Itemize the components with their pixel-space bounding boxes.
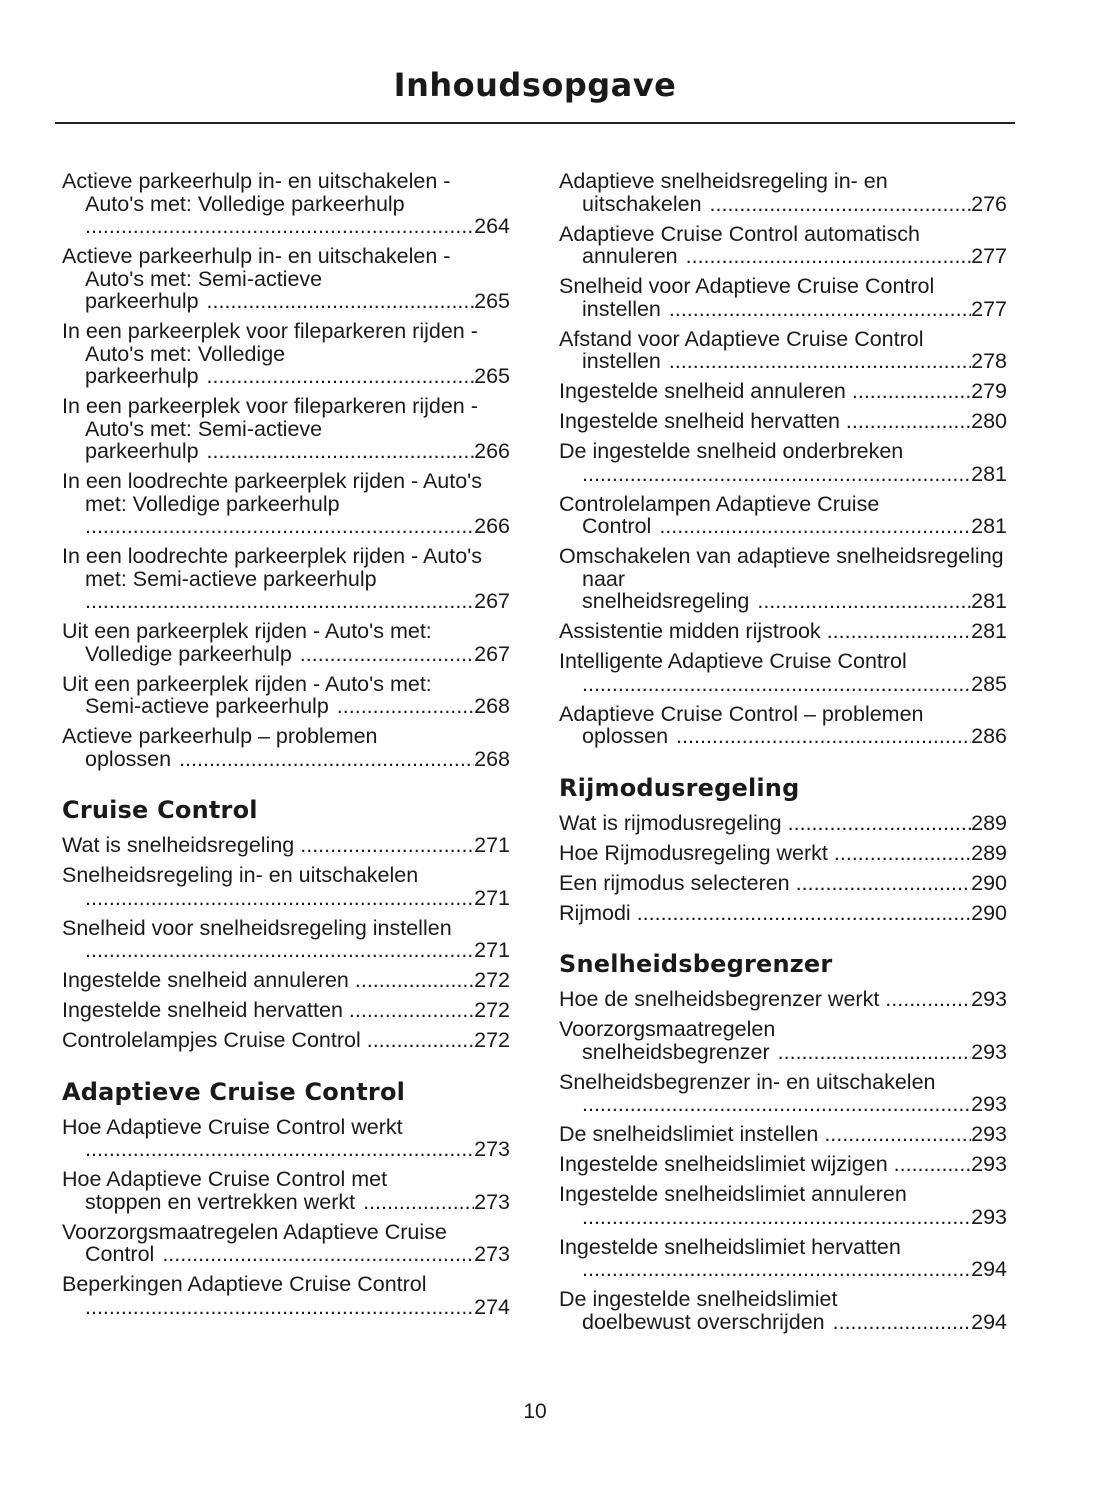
toc-entry-title: De ingestelde snelheidslimiet bbox=[559, 1287, 838, 1311]
dot-leader bbox=[207, 290, 475, 313]
dot-leader bbox=[179, 748, 474, 771]
dot-leader bbox=[637, 902, 971, 925]
toc-entry-title: Omschakelen van adaptieve snelheidsregeling naar bbox=[559, 544, 1004, 591]
toc-page-number: 267 bbox=[474, 589, 510, 613]
toc-entry-title-cont: annuleren bbox=[582, 244, 678, 268]
dot-leader bbox=[582, 673, 971, 696]
toc-entry-title: Voorzorgsmaatregelen bbox=[559, 1017, 776, 1041]
dot-leader bbox=[833, 1311, 972, 1334]
toc-entry-title: Rijmodi bbox=[559, 900, 631, 925]
dot-leader bbox=[85, 590, 474, 613]
toc-entry-title: Ingestelde snelheid hervatten bbox=[559, 409, 840, 433]
toc-entry[interactable] bbox=[559, 410, 1007, 433]
toc-entry[interactable] bbox=[559, 1153, 1007, 1176]
toc-entry[interactable] bbox=[559, 842, 1007, 865]
toc-entry-title: Controlelampen Adaptieve Cruise bbox=[559, 491, 880, 516]
toc-entry[interactable] bbox=[559, 1288, 1007, 1333]
dot-leader bbox=[669, 350, 971, 373]
dot-leader bbox=[85, 215, 474, 238]
dot-leader bbox=[778, 1041, 971, 1064]
toc-entry-title: Voorzorgsmaatregelen Adaptieve Cruise bbox=[62, 1219, 447, 1244]
toc-page-number: 274 bbox=[474, 1294, 510, 1319]
dot-leader bbox=[824, 1123, 971, 1146]
toc-entry-title: Wat is rijmodusregeling bbox=[559, 810, 782, 835]
toc-page-number: 289 bbox=[971, 810, 1007, 835]
toc-entry[interactable] bbox=[559, 620, 1007, 643]
toc-entry-title-cont: Volledige parkeerhulp bbox=[85, 641, 292, 666]
toc-left-column bbox=[62, 170, 510, 1326]
toc-page-number: 280 bbox=[971, 409, 1007, 433]
toc-page-number: 293 bbox=[971, 1092, 1007, 1116]
toc-entry-title: In een loodrechte parkeerplek rijden - Auto's met: Volledige parkeerhulp bbox=[62, 469, 483, 516]
toc-entry-title: Afstand voor Adaptieve Cruise Control bbox=[559, 326, 924, 351]
toc-entry-title: Ingestelde snelheid annuleren bbox=[559, 379, 846, 403]
dot-leader bbox=[85, 1296, 474, 1319]
dot-leader bbox=[85, 939, 474, 962]
toc-entry-title: De ingestelde snelheid onderbreken bbox=[559, 439, 904, 463]
toc-entry[interactable] bbox=[62, 545, 510, 613]
toc-entry[interactable] bbox=[559, 223, 1007, 268]
dot-leader bbox=[582, 463, 971, 486]
toc-entry[interactable] bbox=[559, 1123, 1007, 1146]
dot-leader bbox=[757, 590, 971, 613]
toc-entry-title-cont: doelbewust overschrijden bbox=[582, 1309, 825, 1334]
toc-entry-title: Intelligente Adaptieve Cruise Control bbox=[559, 649, 907, 673]
toc-entry-title: Controlelampjes Cruise Control bbox=[62, 1028, 361, 1052]
toc-entry[interactable] bbox=[559, 902, 1007, 925]
toc-page-number: 290 bbox=[971, 900, 1007, 925]
dot-leader bbox=[85, 515, 474, 538]
toc-entry[interactable] bbox=[62, 864, 510, 909]
dot-leader bbox=[852, 380, 971, 403]
toc-entry-title: In een parkeerplek voor fileparkeren rijden - Auto's met: Volledige bbox=[62, 319, 478, 366]
toc-page-number: 293 bbox=[971, 1039, 1007, 1064]
toc-entry[interactable] bbox=[559, 170, 1007, 215]
toc-entry-title: Uit een parkeerplek rijden - Auto's met: bbox=[62, 671, 432, 696]
toc-entry[interactable] bbox=[62, 620, 510, 665]
toc-page-number: 293 bbox=[971, 987, 1007, 1011]
toc-page-number: 277 bbox=[971, 244, 1007, 268]
dot-leader bbox=[659, 515, 971, 538]
toc-entry[interactable] bbox=[559, 872, 1007, 895]
toc-page-number: 277 bbox=[971, 296, 1007, 321]
page-title: Inhoudsopgave bbox=[393, 66, 677, 104]
dot-leader bbox=[582, 1206, 971, 1229]
toc-entry[interactable] bbox=[62, 170, 510, 238]
toc-page-number: 266 bbox=[474, 439, 510, 463]
toc-page-number: 272 bbox=[474, 968, 510, 992]
toc-page-number: 293 bbox=[971, 1152, 1007, 1176]
dot-leader bbox=[686, 245, 971, 268]
toc-entry-title-cont: Control bbox=[582, 514, 652, 538]
toc-entry[interactable] bbox=[559, 493, 1007, 538]
toc-entry[interactable] bbox=[559, 1018, 1007, 1063]
toc-entry-title: Adaptieve Cruise Control automatisch bbox=[559, 221, 920, 246]
toc-page-number: 268 bbox=[474, 746, 510, 771]
toc-entry-title: Ingestelde snelheid hervatten bbox=[62, 998, 343, 1022]
toc-entry[interactable] bbox=[62, 917, 510, 962]
toc-entry-title-cont: parkeerhulp bbox=[85, 289, 199, 313]
toc-entry[interactable] bbox=[62, 320, 510, 388]
toc-entry[interactable] bbox=[559, 1183, 1007, 1228]
toc-page-number: 268 bbox=[474, 694, 510, 718]
toc-entry[interactable] bbox=[559, 650, 1007, 695]
toc-page-number: 266 bbox=[474, 514, 510, 538]
toc-entry[interactable] bbox=[62, 470, 510, 538]
toc-entry-title-cont: uitschakelen bbox=[582, 191, 702, 216]
toc-entry[interactable] bbox=[559, 703, 1007, 748]
toc-entry-title-cont: instellen bbox=[582, 296, 661, 321]
dot-leader bbox=[337, 695, 474, 718]
toc-entry-title-cont: oplossen bbox=[85, 746, 172, 771]
toc-page-number: 285 bbox=[971, 671, 1007, 696]
section-heading: Cruise Control bbox=[62, 796, 258, 824]
toc-page-number: 272 bbox=[474, 998, 510, 1022]
dot-leader bbox=[300, 643, 474, 666]
toc-page-number: 281 bbox=[971, 589, 1007, 613]
toc-page-number: 293 bbox=[971, 1122, 1007, 1146]
toc-page-number: 281 bbox=[971, 461, 1007, 486]
toc-entry[interactable] bbox=[559, 380, 1007, 403]
toc-entry[interactable] bbox=[62, 1029, 510, 1052]
dot-leader bbox=[207, 365, 475, 388]
toc-entry-title: In een parkeerplek voor fileparkeren rijden - Auto's met: Semi-actieve bbox=[62, 394, 478, 441]
toc-page-number: 265 bbox=[474, 364, 510, 388]
dot-leader bbox=[85, 887, 474, 910]
toc-entry[interactable] bbox=[62, 1273, 510, 1318]
toc-page-number: 264 bbox=[474, 214, 510, 238]
toc-entry-title: Adaptieve Cruise Control – problemen bbox=[559, 701, 924, 726]
dot-leader bbox=[796, 872, 971, 895]
toc-entry-title: Hoe de snelheidsbegrenzer werkt bbox=[559, 987, 880, 1011]
toc-entry-title: Actieve parkeerhulp in- en uitschakelen - Auto's met: Semi-actieve bbox=[62, 244, 451, 291]
toc-entry[interactable] bbox=[62, 673, 510, 718]
dot-leader bbox=[207, 440, 475, 463]
page-number: 10 bbox=[523, 1400, 547, 1423]
toc-entry-title: Hoe Adaptieve Cruise Control werkt bbox=[62, 1114, 403, 1139]
toc-page-number: 293 bbox=[971, 1204, 1007, 1229]
toc-entry-title: Actieve parkeerhulp – problemen bbox=[62, 724, 378, 748]
toc-entry[interactable] bbox=[62, 725, 510, 770]
toc-page-number: 271 bbox=[474, 938, 510, 962]
toc-entry[interactable] bbox=[62, 834, 510, 857]
dot-leader bbox=[894, 1153, 971, 1176]
toc-entry[interactable] bbox=[62, 1116, 510, 1161]
toc-entry-title-cont: snelheidsbegrenzer bbox=[582, 1039, 770, 1064]
toc-page-number: 281 bbox=[971, 619, 1007, 643]
toc-entry-title-cont: Control bbox=[85, 1242, 155, 1266]
dot-leader bbox=[162, 1243, 474, 1266]
toc-page-number: 276 bbox=[971, 191, 1007, 216]
toc-entry-title-cont: stoppen en vertrekken werkt bbox=[85, 1189, 356, 1214]
toc-entry-title: Ingestelde snelheidslimiet annuleren bbox=[559, 1182, 907, 1206]
dot-leader bbox=[363, 1191, 474, 1214]
toc-entry[interactable] bbox=[62, 969, 510, 992]
dot-leader bbox=[669, 298, 971, 321]
dot-leader bbox=[355, 969, 474, 992]
toc-entry-title: Snelheid voor snelheidsregeling instellen bbox=[62, 915, 452, 940]
toc-entry-title: Ingestelde snelheid annuleren bbox=[62, 968, 349, 992]
dot-leader bbox=[85, 1138, 474, 1161]
toc-entry[interactable] bbox=[62, 1221, 510, 1266]
toc-entry-title: Adaptieve snelheidsregeling in- en bbox=[559, 169, 888, 193]
toc-page-number: 273 bbox=[474, 1137, 510, 1161]
toc-entry-title-cont: oplossen bbox=[582, 724, 669, 748]
toc-entry-title: Ingestelde snelheidslimiet hervatten bbox=[559, 1234, 901, 1259]
dot-leader bbox=[885, 988, 971, 1011]
toc-entry-title: Snelheidsbegrenzer in- en uitschakelen bbox=[559, 1069, 936, 1094]
dot-leader bbox=[349, 999, 474, 1022]
section-heading: Adaptieve Cruise Control bbox=[62, 1077, 406, 1106]
toc-entry-title: Beperkingen Adaptieve Cruise Control bbox=[62, 1272, 427, 1296]
toc-entry[interactable] bbox=[559, 275, 1007, 320]
toc-entry[interactable] bbox=[559, 988, 1007, 1011]
toc-page-number: 294 bbox=[971, 1309, 1007, 1334]
toc-entry-title: Een rijmodus selecteren bbox=[559, 870, 790, 895]
toc-entry[interactable] bbox=[559, 328, 1007, 373]
toc-entry-title-cont: instellen bbox=[582, 349, 661, 373]
dot-leader bbox=[676, 725, 971, 748]
toc-entry-title: Actieve parkeerhulp in- en uitschakelen - Auto's met: Volledige parkeerhulp bbox=[62, 169, 451, 216]
toc-entry-title: Hoe Rijmodusregeling werkt bbox=[559, 840, 828, 865]
toc-entry-title: Snelheidsregeling in- en uitschakelen bbox=[62, 863, 419, 887]
toc-entry-title: Wat is snelheidsregeling bbox=[62, 833, 295, 857]
toc-page-number: 273 bbox=[474, 1189, 510, 1214]
toc-entry-title: Ingestelde snelheidslimiet wijzigen bbox=[559, 1152, 888, 1176]
toc-entry-title: Hoe Adaptieve Cruise Control met bbox=[62, 1167, 388, 1191]
toc-entry-title-cont: parkeerhulp bbox=[85, 439, 199, 463]
toc-entry[interactable] bbox=[559, 545, 1007, 613]
toc-page-number: 286 bbox=[971, 724, 1007, 748]
toc-page-number: 272 bbox=[474, 1028, 510, 1052]
toc-page-number: 279 bbox=[971, 379, 1007, 403]
toc-entry[interactable] bbox=[559, 1071, 1007, 1116]
toc-entry-title-cont: Semi-actieve parkeerhulp bbox=[85, 694, 329, 718]
toc-page-number: 278 bbox=[971, 349, 1007, 373]
toc-entry-title-cont: snelheidsregeling bbox=[582, 589, 750, 613]
toc-page-number: 271 bbox=[474, 833, 510, 857]
toc-entry-title: Uit een parkeerplek rijden - Auto's met: bbox=[62, 619, 432, 643]
toc-entry[interactable] bbox=[559, 1236, 1007, 1281]
toc-page-number: 289 bbox=[971, 840, 1007, 865]
toc-entry[interactable] bbox=[559, 440, 1007, 485]
toc-entry[interactable] bbox=[62, 245, 510, 313]
dot-leader bbox=[582, 1258, 971, 1281]
dot-leader bbox=[788, 812, 971, 835]
toc-right-column bbox=[559, 170, 1007, 1341]
dot-leader bbox=[834, 842, 971, 865]
dot-leader bbox=[827, 620, 971, 643]
toc-entry-title: In een loodrechte parkeerplek rijden - Auto's met: Semi-actieve parkeerhulp bbox=[62, 544, 483, 591]
dot-leader bbox=[710, 193, 972, 216]
dot-leader bbox=[846, 410, 971, 433]
dot-leader bbox=[300, 834, 474, 857]
toc-entry-title: Snelheid voor Adaptieve Cruise Control bbox=[559, 274, 935, 298]
title-divider bbox=[55, 122, 1015, 124]
toc-entry-title: Assistentie midden rijstrook bbox=[559, 619, 821, 643]
toc-page-number: 267 bbox=[474, 641, 510, 666]
toc-entry[interactable] bbox=[62, 395, 510, 463]
toc-page-number: 273 bbox=[474, 1242, 510, 1266]
dot-leader bbox=[582, 1093, 971, 1116]
toc-page-number: 290 bbox=[971, 870, 1007, 895]
toc-entry-title-cont: parkeerhulp bbox=[85, 364, 199, 388]
toc-page-number: 281 bbox=[971, 514, 1007, 538]
section-heading: Snelheidsbegrenzer bbox=[559, 950, 833, 978]
toc-entry[interactable] bbox=[62, 999, 510, 1022]
section-heading: Rijmodusregeling bbox=[559, 773, 800, 802]
toc-entry[interactable] bbox=[559, 812, 1007, 835]
toc-page-number: 271 bbox=[474, 885, 510, 910]
toc-page-number: 265 bbox=[474, 289, 510, 313]
dot-leader bbox=[367, 1029, 474, 1052]
toc-entry[interactable] bbox=[62, 1168, 510, 1213]
toc-page-number: 294 bbox=[971, 1257, 1007, 1281]
toc-entry-title: De snelheidslimiet instellen bbox=[559, 1122, 819, 1146]
